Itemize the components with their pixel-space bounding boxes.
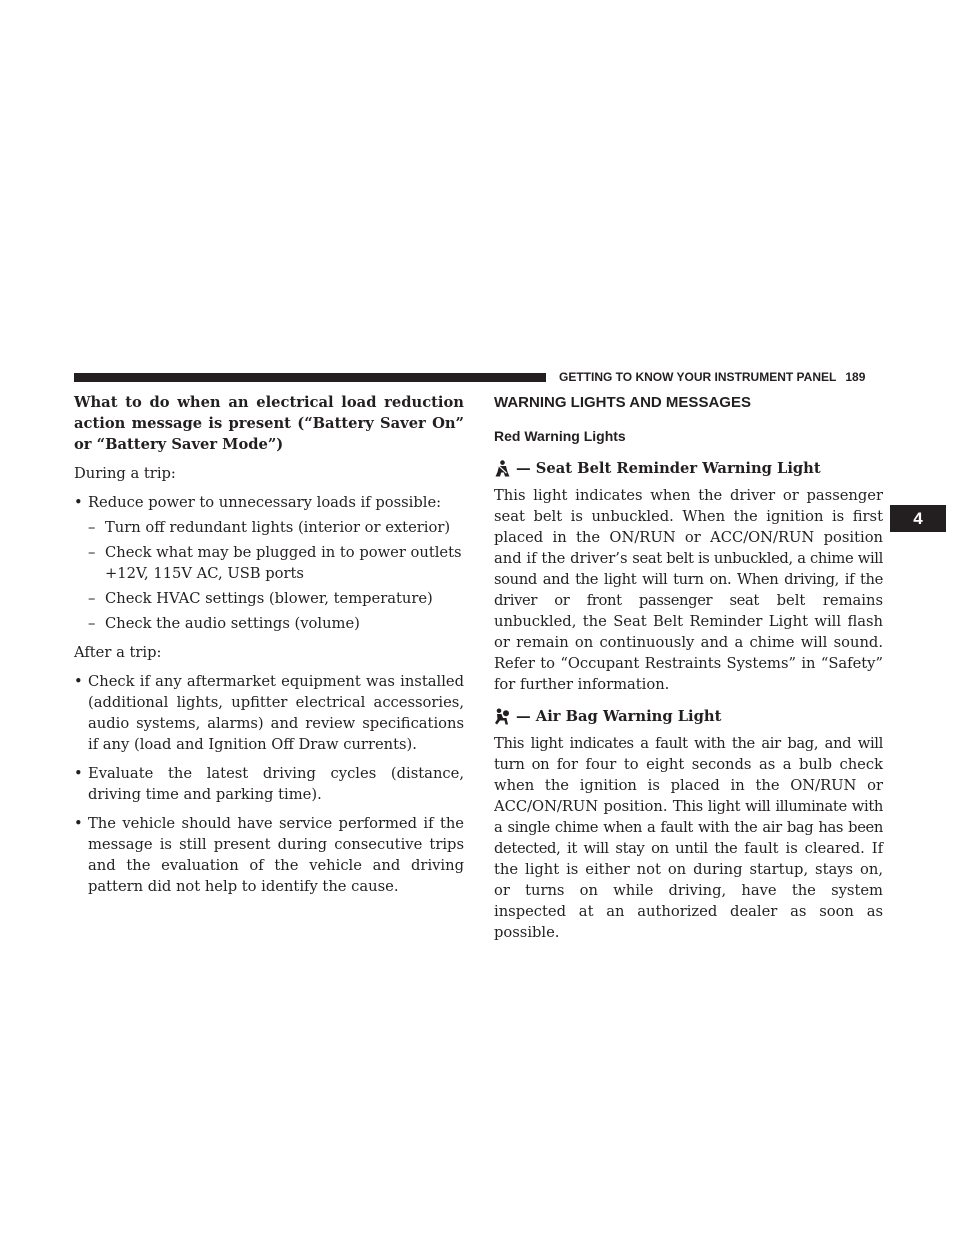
right-column: [494, 390, 883, 943]
dash-text: Check the audio settings (volume): [105, 615, 360, 632]
seatbelt-text-2: seat belt is unbuckled, a chime will sound and the light will turn on. When driving, if the driver or front passenger seat: [494, 550, 883, 609]
airbag-description: [494, 733, 883, 943]
airbag-text-4: fault is cleared. If the light is either not on during startup, stays on, or turns on while driving, have the system inspected at an authorized dealer as soon as possible.: [494, 840, 884, 941]
dash-text: Check what may be plugged in to power outlets +12V, 115V AC, USB ports: [105, 544, 462, 582]
airbag-text-3: This light will illuminate with a single chime when a fault with the air bag has been detected, it will stay on until the: [494, 798, 883, 857]
airbag-light-title: — Air Bag Warning Light: [516, 708, 722, 725]
seatbelt-light-title: — Seat Belt Reminder Warning Light: [516, 460, 821, 477]
battery-saver-heading: What to do when an electrical load reduction action message is present (“Battery Saver On” or “Battery Saver Mode”): [74, 394, 464, 453]
airbag-light-heading: [494, 706, 883, 727]
dash-item: [88, 613, 464, 634]
airbag-icon: [494, 708, 511, 726]
seatbelt-description: [494, 485, 883, 695]
dash-item: [88, 588, 464, 609]
bullet-item: [74, 813, 464, 897]
left-column: [74, 390, 464, 897]
dash-marker: –: [88, 615, 96, 632]
section-heading: WARNING LIGHTS AND MESSAGES: [494, 394, 751, 411]
dash-marker: –: [88, 519, 96, 536]
dash-item: [88, 517, 464, 538]
bullet-text: Reduce power to unnecessary loads if possible:: [88, 494, 442, 511]
airbag-text-2: for four to eight seconds as a bulb check when the ignition is placed in the ON/RUN or ACC/ON/RUN position.: [494, 756, 883, 815]
dash-text: Turn off redundant lights (interior or exterior): [105, 519, 451, 536]
bullet-text: Check if any aftermarket equipment was installed (additional lights, upfitter electrical accessories, audio systems, alarms) and review specifications if any (load and Ignition Off Draw currents).: [88, 673, 464, 753]
dash-marker: –: [88, 590, 96, 607]
seatbelt-light-heading: [494, 458, 883, 479]
page-number: 189: [845, 370, 866, 384]
during-trip-label: During a trip:: [74, 465, 176, 482]
dash-text: Check HVAC settings (blower, temperature): [105, 590, 433, 607]
bullet-marker: •: [74, 765, 83, 782]
header-title: GETTING TO KNOW YOUR INSTRUMENT PANEL: [559, 370, 837, 384]
running-header: [559, 368, 891, 386]
seatbelt-text-1: This light indicates when the driver or passenger seat belt is unbuckled. When the ignition is first placed in the ON/RUN or ACC/ON/RUN position and if the driver’s: [494, 487, 883, 567]
seatbelt-icon: [494, 460, 511, 478]
bullet-marker: •: [74, 494, 83, 511]
bullet-item: [74, 492, 464, 513]
bullet-item: [74, 763, 464, 805]
bullet-marker: •: [74, 815, 83, 832]
airbag-text-1: This light indicates a fault with the air bag, and will turn on: [494, 735, 883, 773]
sub-heading: Red Warning Lights: [494, 428, 626, 444]
bullet-text: Evaluate the latest driving cycles (distance, driving time and parking time).: [88, 765, 464, 803]
dash-marker: –: [88, 544, 96, 561]
after-trip-label: After a trip:: [74, 644, 162, 661]
header-rule: [74, 373, 546, 382]
seatbelt-text-3: belt remains unbuckled, the Seat Belt Reminder Light will flash or remain on continuously and a chime will sound. Refer to “Occupant Restraints Systems” in “Safety” for further information.: [494, 592, 883, 693]
dash-item: [88, 542, 464, 584]
bullet-marker: •: [74, 673, 83, 690]
chapter-tab: 4: [890, 505, 946, 532]
bullet-item: [74, 671, 464, 755]
bullet-text: The vehicle should have service performed if the message is still present during consecutive trips and the evaluation of the vehicle and driving pattern did not help to identify the cause.: [88, 815, 464, 895]
